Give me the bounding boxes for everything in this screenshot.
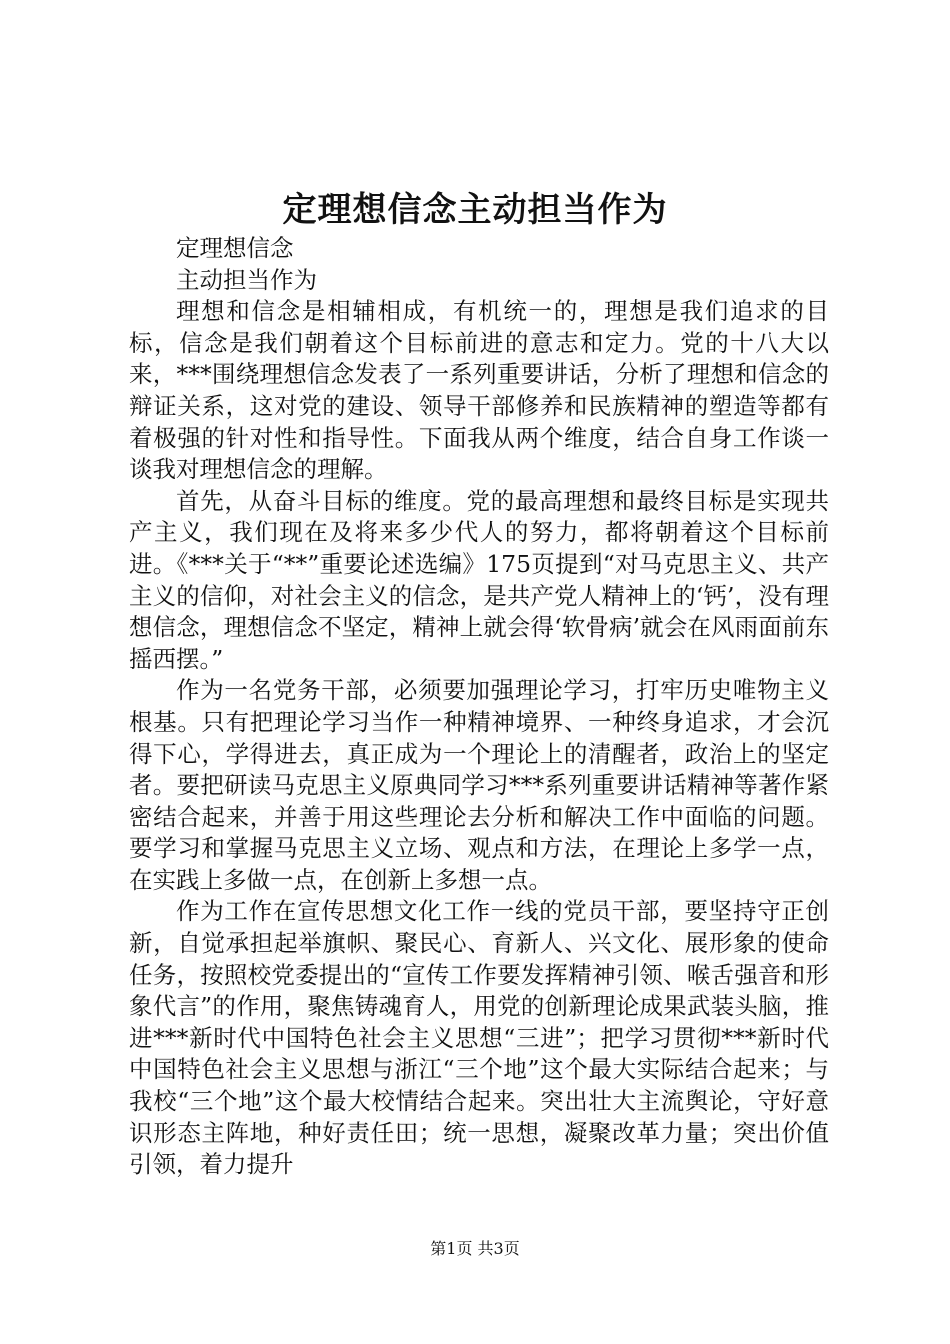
paragraph-theory: 作为一名党务干部，必须要加强理论学习，打牢历史唯物主义根基。只有把理论学习当作一种精神境界、一种终身追求，才会沉得下心，学得进去，真正成为一个理论上的清醒者，政治上的坚定者。要把研读马克思主义原典同学习***系列重要讲话精神等著作紧密结合起来，并善于用这些理论去分析和解决工作中面临的问题。要学习和掌握马克思主义立场、观点和方法，在理论上多学一点，在实践上多做一点，在创新上多想一点。 — [129, 676, 829, 894]
paragraph-goal: 首先，从奋斗目标的维度。党的最高理想和最终目标是实现共产主义，我们现在及将来多少代人的努力，都将朝着这个目标前进。《***关于“**”重要论述选编》175页提到“对马克思主义、共产主义的信仰，对社会主义的信念，是共产党人精神上的‘钙’，没有理想信念，理想信念不坚定，精神上就会得‘软骨病’就会在风雨面前东摇西摆。” — [129, 486, 829, 673]
paragraph-subtitle-2: 主动担当作为 — [176, 265, 317, 294]
paragraph-subtitle-1: 定理想信念 — [176, 234, 294, 262]
document-title: 定理想信念主动担当作为 — [282, 190, 668, 230]
document-body — [129, 233, 829, 1181]
paragraph-intro: 理想和信念是相辅相成，有机统一的，理想是我们追求的目标，信念是我们朝着这个目标前进的意志和定力。党的十八大以来，***围绕理想信念发表了一系列重要讲话，分析了理想和信念的辩证关系，这对党的建设、领导干部修养和民族精神的塑造等都有着极强的针对性和指导性。下面我从两个维度，结合自身工作谈一谈我对理想信念的理解。 — [129, 297, 829, 484]
paragraph-propaganda: 作为工作在宣传思想文化工作一线的党员干部，要坚持守正创新，自觉承担起举旗帜、聚民心、育新人、兴文化、展形象的使命任务，按照校党委提出的“宣传工作要发挥精神引领、喉舌强音和形象代言”的作用，聚焦铸魂育人，用党的创新理论成果武装头脑，推进***新时代中国特色社会主义思想“三进”；把学习贯彻***新时代中国特色社会主义思想与浙江“三个地”这个最大实际结合起来；与我校“三个地”这个最大校情结合起来。突出壮大主流舆论，守好意识形态主阵地，种好责任田；统一思想，凝聚改革力量；突出价值引领，着力提升 — [129, 897, 829, 1179]
page-footer: 第1页 共3页 — [430, 1239, 520, 1258]
